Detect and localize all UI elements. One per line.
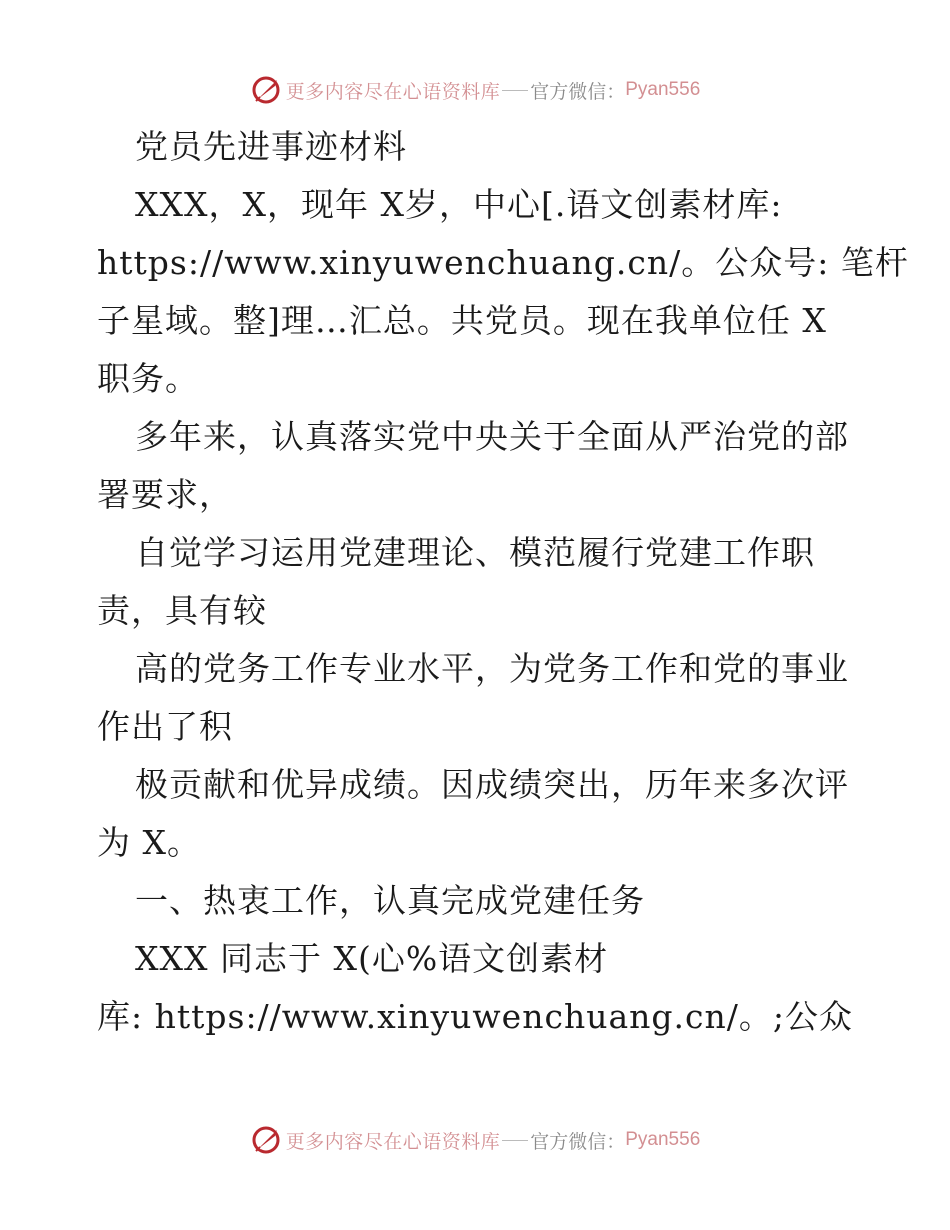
quill-logo-icon — [250, 74, 282, 106]
paragraph-line: 库: https://www.xinyuwenchuang.cn/。;公众 — [97, 997, 853, 1036]
paragraph-line: 责，具有较 — [97, 591, 267, 630]
banner-text: 更多内容尽在心语资料库 — [285, 80, 501, 103]
banner-separator: 官方微信： — [530, 80, 626, 103]
banner-separator: 官方微信： — [530, 1130, 626, 1153]
document-body — [97, 118, 909, 1046]
paragraph-line: XXX，X，现年 X岁，中心[.语文创素材库: — [135, 185, 783, 224]
paragraph-line: https://www.xinyuwenchuang.cn/。公众号: 笔杆 — [97, 243, 909, 282]
paragraph-line: 高的党务工作专业水平，为党务工作和党的事业 — [135, 649, 849, 688]
paragraph-line: 多年来，认真落实党中央关于全面从严治党的部 — [135, 417, 849, 456]
banner-wechat-id: Pyan556 — [625, 79, 701, 100]
document-title: 党员先进事迹材料 — [135, 127, 407, 166]
header-watermark-banner — [0, 70, 950, 110]
paragraph-line: 子星域。整]理…汇总。共党员。现在我单位任 X — [97, 301, 827, 340]
banner-wechat-id: Pyan556 — [625, 1129, 701, 1150]
paragraph-line: 署要求， — [97, 475, 233, 514]
banner-dash — [502, 1140, 528, 1141]
banner-text: 更多内容尽在心语资料库 — [285, 1130, 501, 1153]
paragraph-line: XXX 同志于 X(心%语文创素材 — [135, 939, 609, 978]
paragraph-line: 为 X。 — [97, 823, 201, 862]
banner-dash — [502, 90, 528, 91]
section-heading: 一、热衷工作，认真完成党建任务 — [135, 881, 645, 920]
paragraph-line: 作出了积 — [97, 707, 233, 746]
quill-logo-icon — [250, 1124, 282, 1156]
paragraph-line: 职务。 — [97, 359, 199, 398]
paragraph-line: 极贡献和优异成绩。因成绩突出，历年来多次评 — [135, 765, 849, 804]
paragraph-line: 自觉学习运用党建理论、模范履行党建工作职 — [135, 533, 815, 572]
footer-watermark-banner — [0, 1120, 950, 1160]
